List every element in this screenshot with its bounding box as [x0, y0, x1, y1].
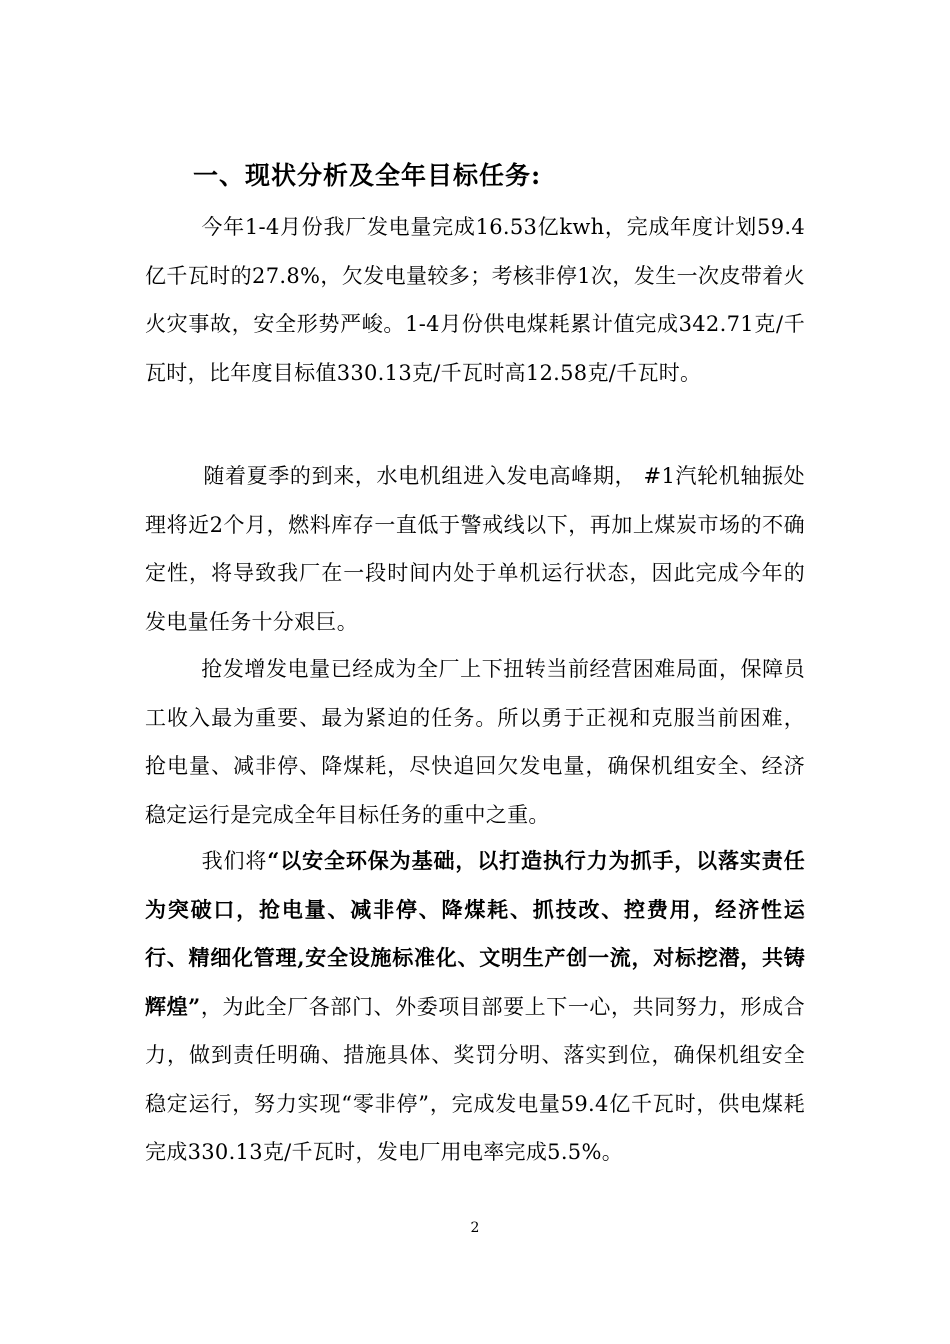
paragraph-summer-peak-text: 随着夏季的到来，水电机组进入发电高峰期， #1汽轮机轴振处理将近2个月，燃料库存一直低于警戒线以下，再加上煤炭市场的不确定性，将导致我厂在一段时间内处于单机运行状态，因此完成今年的发电量任务十分艰巨。	[145, 464, 805, 634]
paragraph-slogan-rest: ，为此全厂各部门、外委项目部要上下一心，共同努力，形成合力，做到责任明确、措施具体、奖罚分明、落实到位，确保机组安全稳定运行，努力实现“零非停”，完成发电量59.4亿千瓦时，供电煤耗完成330.13克/千瓦时，发电厂用电率完成5.5%。	[145, 994, 805, 1164]
paragraph-priority	[145, 645, 805, 839]
paragraph-slogan-intro: 我们将	[201, 849, 268, 873]
page-number: 2	[470, 1220, 480, 1236]
paragraph-slogan	[145, 837, 805, 1177]
paragraph-status-text: 今年1-4月份我厂发电量完成16.53亿kwh，完成年度计划59.4亿千瓦时的27.8%，欠发电量较多；考核非停1次，发生一次皮带着火火灾事故，安全形势严峻。1-4月份供电煤耗累计值完成342.71克/千瓦时，比年度目标值330.13克/千瓦时高12.58克/千瓦时。	[145, 215, 805, 385]
paragraph-status	[145, 203, 805, 397]
paragraph-summer-peak	[145, 452, 805, 646]
paragraph-slogan-bold: “以安全环保为基础，以打造执行力为抓手，以落实责任为突破口，抢电量、减非停、降煤耗、抓技改、控费用，经济性运行、精细化管理,安全设施标准化、文明生产创一流，对标挖潜，共铸辉煌”	[145, 848, 805, 1019]
section-heading: 一、现状分析及全年目标任务:	[193, 161, 542, 190]
paragraph-priority-text: 抢发增发电量已经成为全厂上下扭转当前经营困难局面，保障员工收入最为重要、最为紧迫的任务。所以勇于正视和克服当前困难，抢电量、减非停、降煤耗，尽快追回欠发电量，确保机组安全、经济稳定运行是完成全年目标任务的重中之重。	[145, 657, 805, 827]
